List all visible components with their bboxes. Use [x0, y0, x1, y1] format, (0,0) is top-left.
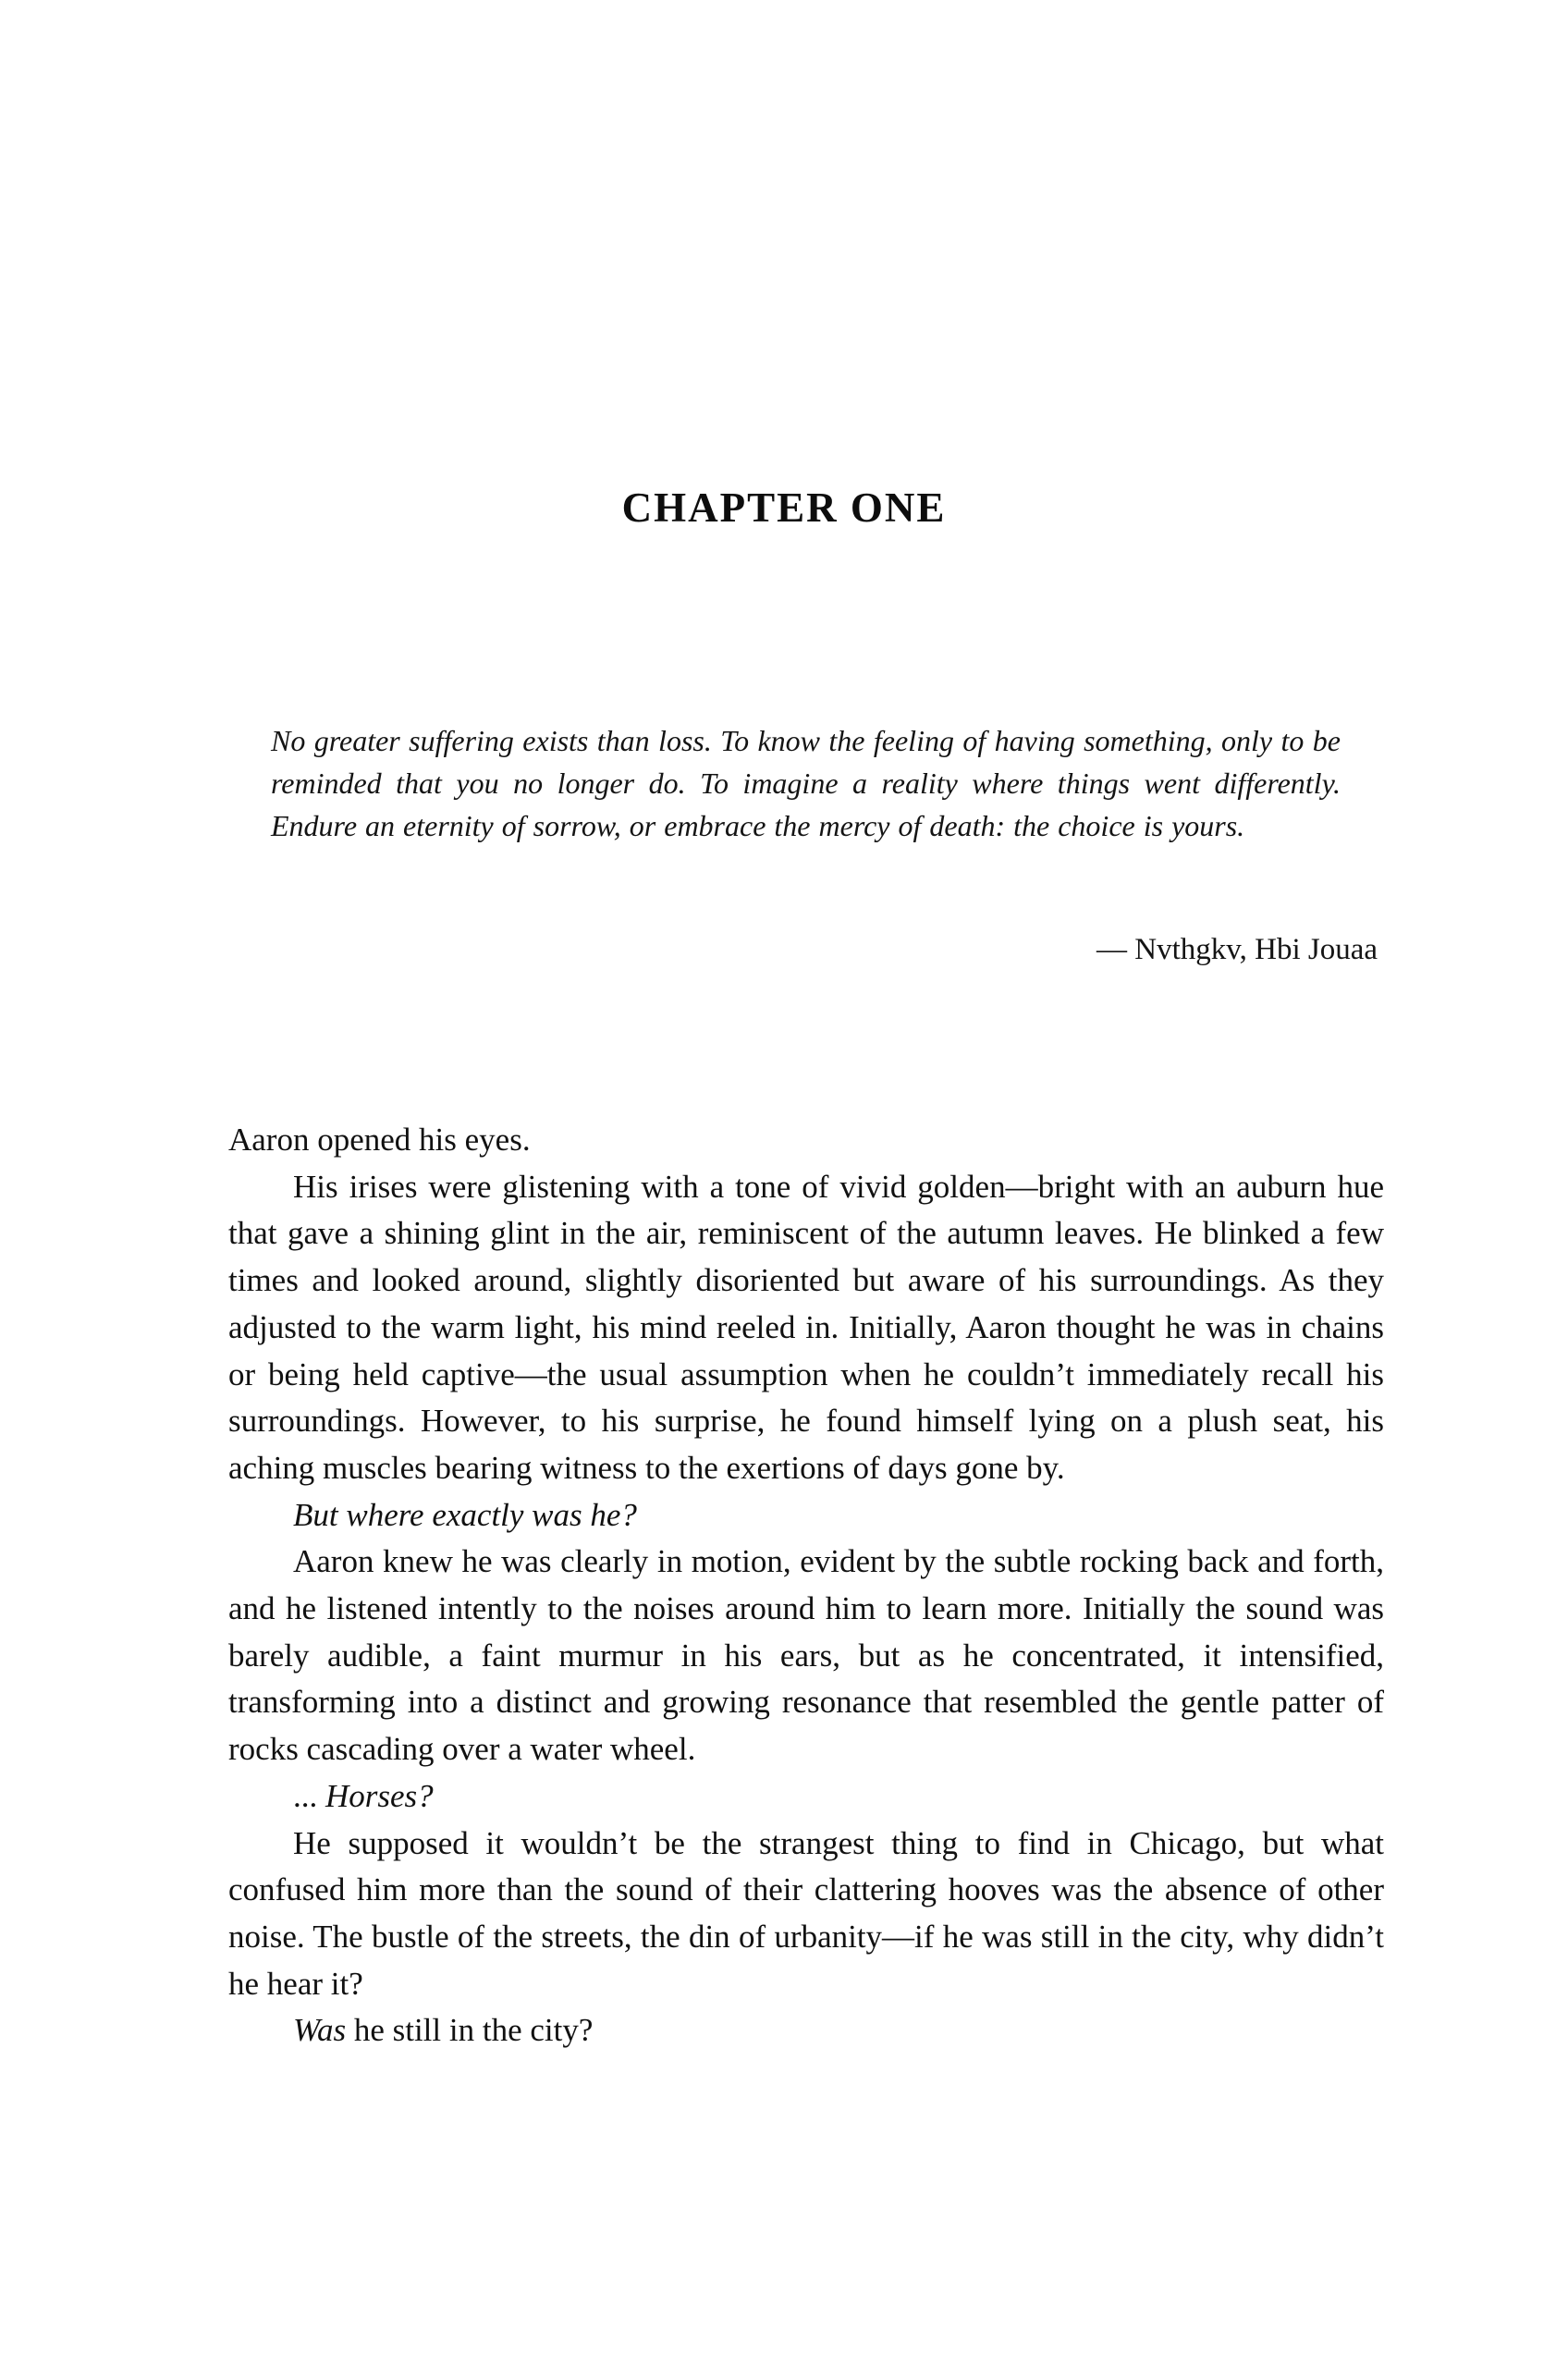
paragraph-4: Aaron knew he was clearly in motion, evident by the subtle rocking back and forth, and he listened intently to the noises around him to learn more. Initially the sound was barely audible, a faint murmur in his ears, but as he concentrated, it intensified, transforming into a distinct and growing resonance that resembled the gentle patter of rocks cascading over a water wheel. — [228, 1543, 1384, 1768]
paragraph-2: His irises were glistening with a tone of vivid golden—bright with an auburn hue that gave a shining glint in the air, reminiscent of the autumn leaves. He blinked a few times and looked around, slightly disoriented but aware of his surroundings. As they adjusted to the warm light, his mind reeled in. Initially, Aaron thought he was in chains or being held captive—the usual assumption when he couldn’t immediately recall his surroundings. However, to his surprise, he found himself lying on a plush seat, his aching muscles bearing witness to the exertions of days gone by. — [228, 1168, 1384, 1486]
epigraph-attribution: — Nvthgkv, Hbi Jouaa — [1096, 933, 1378, 966]
paragraph-3 — [228, 1492, 1384, 1539]
ellipsis: ... — [293, 1777, 325, 1814]
paragraph-1: Aaron opened his eyes. — [228, 1122, 531, 1158]
paragraph-text: he still in the city? — [346, 2012, 594, 2049]
italic-thought: But where exactly was he? — [293, 1496, 637, 1533]
italic-thought: Horses? — [325, 1777, 434, 1814]
paragraph-5 — [228, 1773, 1384, 1821]
italic-emphasis: Was — [293, 2012, 347, 2049]
epigraph-quote: No greater suffering exists than loss. To know the feeling of having something, only to be reminded that you no longer do. To imagine a reality where things went differently. Endure an eternity of sorrow, or embrace the mercy of death: the choice is yours. — [271, 724, 1341, 842]
chapter-title: CHAPTER ONE — [621, 484, 947, 531]
chapter-body — [228, 1117, 1384, 2054]
paragraph-6: He supposed it wouldn’t be the strangest thing to find in Chicago, but what confused him more than the sound of their clattering hooves was the absence of other noise. The bustle of the streets, the din of urbanity—if he was still in the city, why didn’t he hear it? — [228, 1824, 1384, 2002]
paragraph-7 — [228, 2007, 1384, 2054]
epigraph — [271, 719, 1341, 847]
